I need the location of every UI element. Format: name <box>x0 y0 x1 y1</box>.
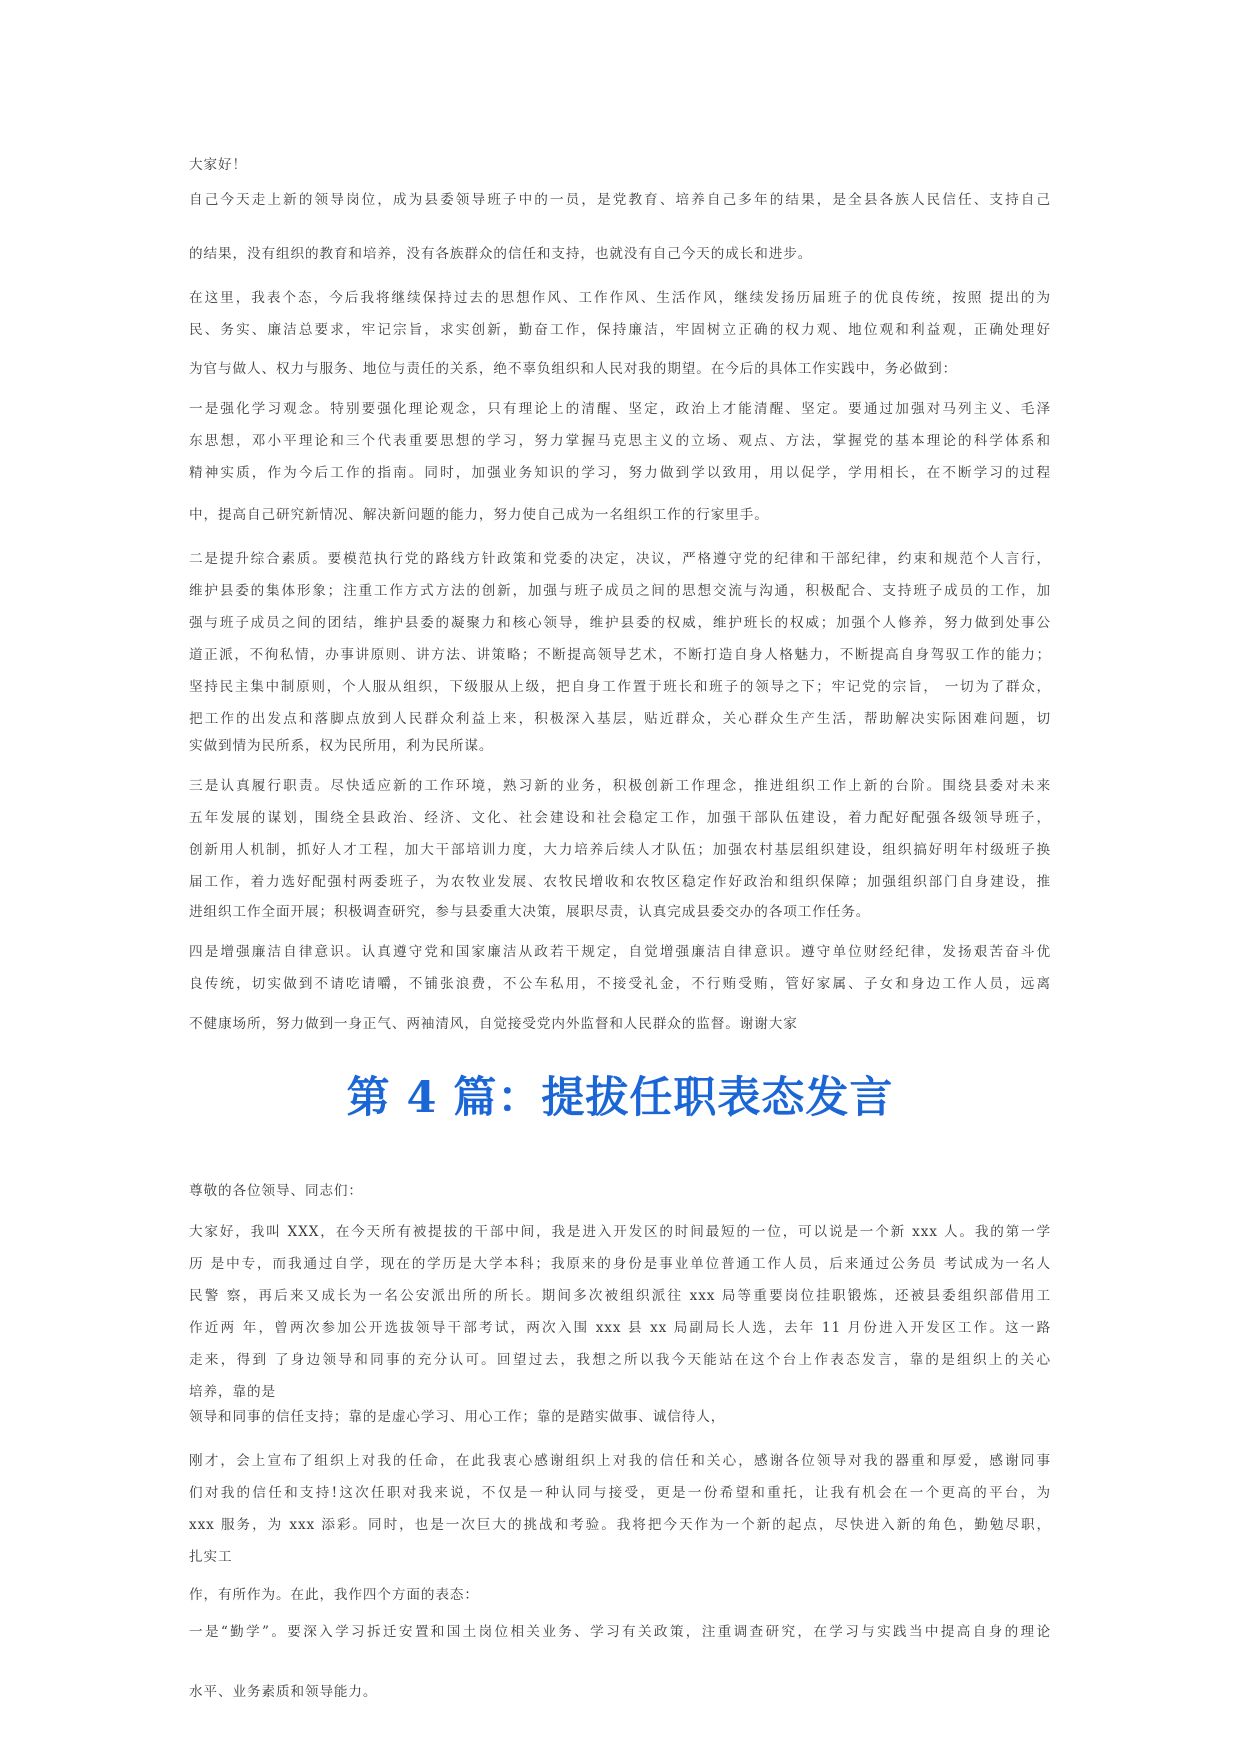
text-line: 实做到情为民所系，权为民所用，利为民所谋。 <box>189 738 494 754</box>
s3-paragraph-2 <box>189 184 1051 216</box>
s4-paragraph-3 <box>189 1401 1051 1433</box>
s3-paragraph-11 <box>189 896 1051 928</box>
text-line: 为官与做人、权力与服务、地位与责任的关系，绝不辜负组织和人民对我的期望。在今后的具体工作实践中，务必做到： <box>189 361 958 377</box>
s4-paragraph-4 <box>189 1445 1051 1573</box>
s4-paragraph-1 <box>189 1175 1051 1207</box>
text-line: 强与班子成员之间的团结，维护县委的凝聚力和核心领导，维护县委的权威，维护班长的权威；加强个人修养，努力做到处事公 <box>189 615 1051 631</box>
text-line: 大家好！ <box>189 157 247 173</box>
s4-paragraph-5 <box>189 1579 1051 1611</box>
text-line: 历 是中专，而我通过自学，现在的学历是大学本科；我原来的身份是事业单位普通工作人员，后来通过公务员 考试成为一名人 <box>189 1256 1051 1272</box>
text-line: xxx 服务，为 xxx 添彩。同时，也是一次巨大的挑战和考验。我将把今天作为一个新的起点，尽快进入新的角色，勤勉尽职， <box>189 1517 1051 1533</box>
text-line: 道正派，不徇私情，办事讲原则、讲方法、讲策略；不断提高领导艺术，不断打造自身人格魅力，不断提高自身驾驭工作的能力； <box>189 647 1051 663</box>
text-line: 坚持民主集中制原则，个人服从组织，下级服从上级，把自身工作置于班长和班子的领导之下；牢记党的宗旨， 一切为了群众， <box>189 679 1051 695</box>
text-line: 在这里，我表个态，今后我将继续保持过去的思想作风、工作作风、生活作风，继续发扬历届班子的优良传统，按照 提出的为 <box>189 290 1051 306</box>
s3-paragraph-10 <box>189 770 1051 898</box>
s3-paragraph-13 <box>189 1008 1051 1040</box>
text-line: 进组织工作全面开展；积极调查研究，参与县委重大决策，展职尽责，认真完成县委交办的各项工作任务。 <box>189 904 871 920</box>
text-line: 四是增强廉洁自律意识。认真遵守党和国家廉洁从政若干规定，自觉增强廉洁自律意识。遵守单位财经纪律，发扬艰苦奋斗优 <box>189 944 1051 960</box>
text-line: 把工作的出发点和落脚点放到人民群众利益上来，积极深入基层，贴近群众，关心群众生产生活，帮助解决实际困难问题，切 <box>189 711 1051 727</box>
text-line: 领导和同事的信任支持；靠的是虚心学习、用心工作；靠的是踏实做事、诚信待人， <box>189 1409 726 1425</box>
text-line: 大家好，我叫 XXX，在今天所有被提拔的干部中间，我是进入开发区的时间最短的一位，可以说是一个新 xxx 人。我的第一学 <box>189 1224 1051 1240</box>
text-line: 走来，得到 了身边领导和同事的充分认可。回望过去，我想之所以我今天能站在这个台上作表态发言，靠的是组织上的关心 <box>189 1352 1051 1368</box>
s4-paragraph-7 <box>189 1676 1051 1708</box>
text-line: 民、务实、廉洁总要求，牢记宗旨，求实创新，勤奋工作，保持廉洁，牢固树立正确的权力观、地位观和利益观，正确处理好 <box>189 322 1051 338</box>
text-line: 不健康场所，努力做到一身正气、两袖清风，自觉接受党内外监督和人民群众的监督。谢谢大家 <box>189 1016 798 1032</box>
text-line: 三是认真履行职责。尽快适应新的工作环境，熟习新的业务，积极创新工作理念，推进组织工作上新的台阶。围绕县委对未来 <box>189 778 1051 794</box>
text-line: 自己今天走上新的领导岗位，成为县委领导班子中的一员，是党教育、培养自己多年的结果，是全县各族人民信任、支持自己 <box>189 192 1051 208</box>
text-line: 扎实工 <box>189 1549 233 1565</box>
text-line: 一是“勤学”。要深入学习拆迁安置和国土岗位相关业务、学习有关政策，注重调查研究，在学习与实践当中提高自身的理论 <box>189 1624 1051 1640</box>
s3-paragraph-1 <box>189 149 1051 181</box>
text-line: 作近两 年，曾两次参加公开选拔领导干部考试，两次入围 xxx 县 xx 局副局长人选，去年 11 月份进入开发区工作。这一路 <box>189 1320 1051 1336</box>
text-line: 东思想，邓小平理论和三个代表重要思想的学习，努力掌握马克思主义的立场、观点、方法，掌握党的基本理论的科学体系和 <box>189 433 1051 449</box>
text-line: 们对我的信任和支持!这次任职对我来说，不仅是一种认同与接受，更是一份希望和重托，让我有机会在一个更高的平台，为 <box>189 1485 1051 1501</box>
s3-paragraph-9 <box>189 730 1051 762</box>
section-heading: 第 4 篇：提拔任职表态发言 <box>346 1073 894 1123</box>
text-line: 一是强化学习观念。特别要强化理论观念，只有理论上的清醒、坚定，政治上才能清醒、坚定。要通过加强对马列主义、毛泽 <box>189 401 1051 417</box>
s4-paragraph-2 <box>189 1216 1051 1408</box>
text-line: 良传统，切实做到不请吃请嚼，不铺张浪费，不公车私用，不接受礼金，不行贿受贿，管好家属、子女和身边工作人员，远离 <box>189 976 1051 992</box>
s3-paragraph-6 <box>189 393 1051 489</box>
text-line: 创新用人机制，抓好人才工程，加大干部培训力度，大力培养后续人才队伍；加强农村基层组织建设，组织搞好明年村级班子换 <box>189 842 1051 858</box>
text-line: 维护县委的集体形象；注重工作方式方法的创新，加强与班子成员之间的思想交流与沟通，积极配合、支持班子成员的工作，加 <box>189 583 1051 599</box>
s3-paragraph-12 <box>189 936 1051 1000</box>
s3-paragraph-3 <box>189 238 1051 270</box>
text-line: 刚才，会上宣布了组织上对我的任命，在此我衷心感谢组织上对我的信任和关心，感谢各位领导对我的器重和厚爱，感谢同事 <box>189 1453 1051 1469</box>
text-line: 作，有所作为。在此，我作四个方面的表态： <box>189 1587 479 1603</box>
text-line: 中，提高自己研究新情况、解决新问题的能力，努力使自己成为一名组织工作的行家里手。 <box>189 507 769 523</box>
text-line: 二是提升综合素质。要模范执行党的路线方针政策和党委的决定，决议，严格遵守党的纪律和干部纪律，约束和规范个人言行， <box>189 551 1051 567</box>
s3-paragraph-8 <box>189 543 1051 735</box>
text-line: 尊敬的各位领导、同志们： <box>189 1183 363 1199</box>
s3-paragraph-4 <box>189 282 1051 346</box>
s3-paragraph-7 <box>189 499 1051 531</box>
text-line: 届工作，着力选好配强村两委班子，为农牧业发展、农牧民增收和农牧区稳定作好政治和组织保障；加强组织部门自身建设，推 <box>189 874 1051 890</box>
text-line: 五年发展的谋划，围绕全县政治、经济、文化、社会建设和社会稳定工作，加强干部队伍建设，着力配好配强各级领导班子， <box>189 810 1051 826</box>
text-line: 水平、业务素质和领导能力。 <box>189 1684 378 1700</box>
text-line: 的结果，没有组织的教育和培养，没有各族群众的信任和支持，也就没有自己今天的成长和进步。 <box>189 246 813 262</box>
s3-paragraph-5 <box>189 353 1051 385</box>
text-line: 民警 察，再后来又成长为一名公安派出所的所长。期间多次被组织派往 xxx 局等重要岗位挂职锻炼，还被县委组织部借用工 <box>189 1288 1051 1304</box>
text-line: 培养，靠的是 <box>189 1384 276 1400</box>
s4-paragraph-6 <box>189 1616 1051 1648</box>
text-line: 精神实质，作为今后工作的指南。同时，加强业务知识的学习，努力做到学以致用，用以促学，学用相长，在不断学习的过程 <box>189 465 1051 481</box>
